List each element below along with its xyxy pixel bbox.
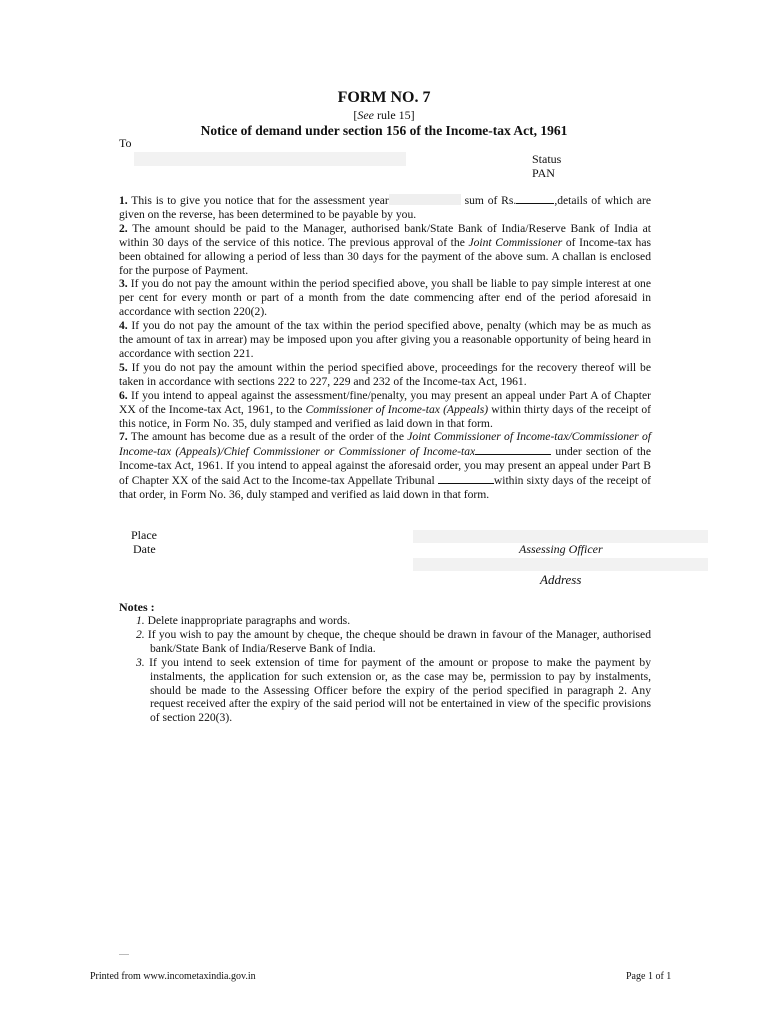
status-label: Status bbox=[532, 152, 562, 166]
place-date-block bbox=[131, 528, 157, 556]
to-label: To bbox=[119, 136, 132, 150]
notice-title: Notice of demand under section 156 of the Income-tax Act, 1961 bbox=[200, 123, 568, 138]
title-block bbox=[100, 88, 668, 139]
status-pan-block bbox=[532, 152, 561, 180]
paragraph-6: 6. If you intend to appeal against the assessment/fine/penalty, you may present an appeal under Part A of Chapter XX of the Income-tax Act, 1961, to the Commissioner of Income-tax (Appeals) within thirty days of the receipt of this notice, in Form No. 35, duly stamped and verified as laid down in that form. bbox=[119, 388, 651, 430]
note-item: 1. Delete inappropriate paragraphs and words. bbox=[136, 614, 351, 627]
see-word: See bbox=[357, 108, 374, 122]
amount-field[interactable] bbox=[516, 193, 554, 204]
see-rule: [See rule 15] bbox=[353, 108, 415, 122]
place-label: Place bbox=[131, 528, 157, 542]
note-item: 2. If you wish to pay the amount by cheque, the cheque should be drawn in favour of the Manager, authorised bank/State Bank of India/Reserve Bank of India. bbox=[136, 627, 651, 655]
paragraph-3: 3. If you do not pay the amount within the period specified above, you shall be liable to pay simple interest at one per cent for every month or part of a month from the date commencing after end of the period aforesaid in accordance with section 220(2). bbox=[119, 277, 651, 319]
notes-heading: Notes : bbox=[119, 600, 155, 614]
paragraph-2: 2. The amount should be paid to the Manager, authorised bank/State Bank of India/Reserve Bank of India at within 30 days of the service of this notice. The previous approval of the Joint Commissioner of Income-tax has been obtained for allowing a period of less than 30 days for the payment of the above sum. A challan is enclosed for the purpose of Payment. bbox=[119, 221, 651, 277]
paragraph-5: 5. If you do not pay the amount within the period specified above, proceedings for the recovery thereof will be taken in accordance with sections 222 to 227, 229 and 232 of the Income-tax Act, 1961. bbox=[119, 360, 651, 388]
page-mark bbox=[119, 954, 129, 955]
pan-label: PAN bbox=[532, 166, 555, 180]
paragraph-1: 1. This is to give you notice that for the assessment year sum of Rs. ,details of which are given on the reverse, has been determined to be payable by you. bbox=[119, 194, 651, 221]
addressee-name-field[interactable] bbox=[134, 152, 406, 166]
notes-list bbox=[134, 614, 651, 725]
date-label: Date bbox=[133, 542, 156, 556]
page-number: Page 1 of 1 bbox=[626, 971, 672, 982]
form-number: FORM NO. 7 bbox=[337, 89, 431, 106]
tribunal-field[interactable] bbox=[438, 473, 494, 484]
paragraph-4: 4. If you do not pay the amount of the tax within the period specified above, penalty (which may be as much as the amount of tax in arrear) may be imposed upon you after giving you a reasonable opportunity of being heard in accordance with section 221. bbox=[119, 319, 651, 360]
notice-body bbox=[119, 193, 651, 502]
address-label: Address bbox=[540, 572, 582, 587]
address-field[interactable] bbox=[413, 558, 708, 571]
note-item: 3. If you intend to seek extension of time for payment of the amount or propose to make the payment by instalments, the application for such extension or, as the case may be, permission to pay by instalments, should be made to the Assessing Officer before the expiry of the period specified in paragraph 2. Any request received after the expiry of the said period will not be entertained in view of the specific provisions of section 220(3). bbox=[136, 655, 651, 725]
paragraph-7: 7. The amount has become due as a result of the order of the Joint Commissioner of Income-tax/Commissioner of Income-tax (Appeals)/Chief Commissioner or Commissioner of Income-tax under section of the Income-tax Act, 1961. If you intend to appeal against the aforesaid order, you may present an appeal under Part B of Chapter XX of the said Act to the Income-tax Appellate Tribunal within sixty days of the receipt of that order, in Form No. 36, duly stamped and verified as laid down in that form. bbox=[119, 430, 652, 502]
assessing-officer-label: Assessing Officer bbox=[519, 542, 603, 556]
printed-from: Printed from www.incometaxindia.gov.in bbox=[90, 971, 256, 982]
assessment-year-field[interactable] bbox=[389, 194, 461, 205]
section-field[interactable] bbox=[475, 444, 551, 455]
